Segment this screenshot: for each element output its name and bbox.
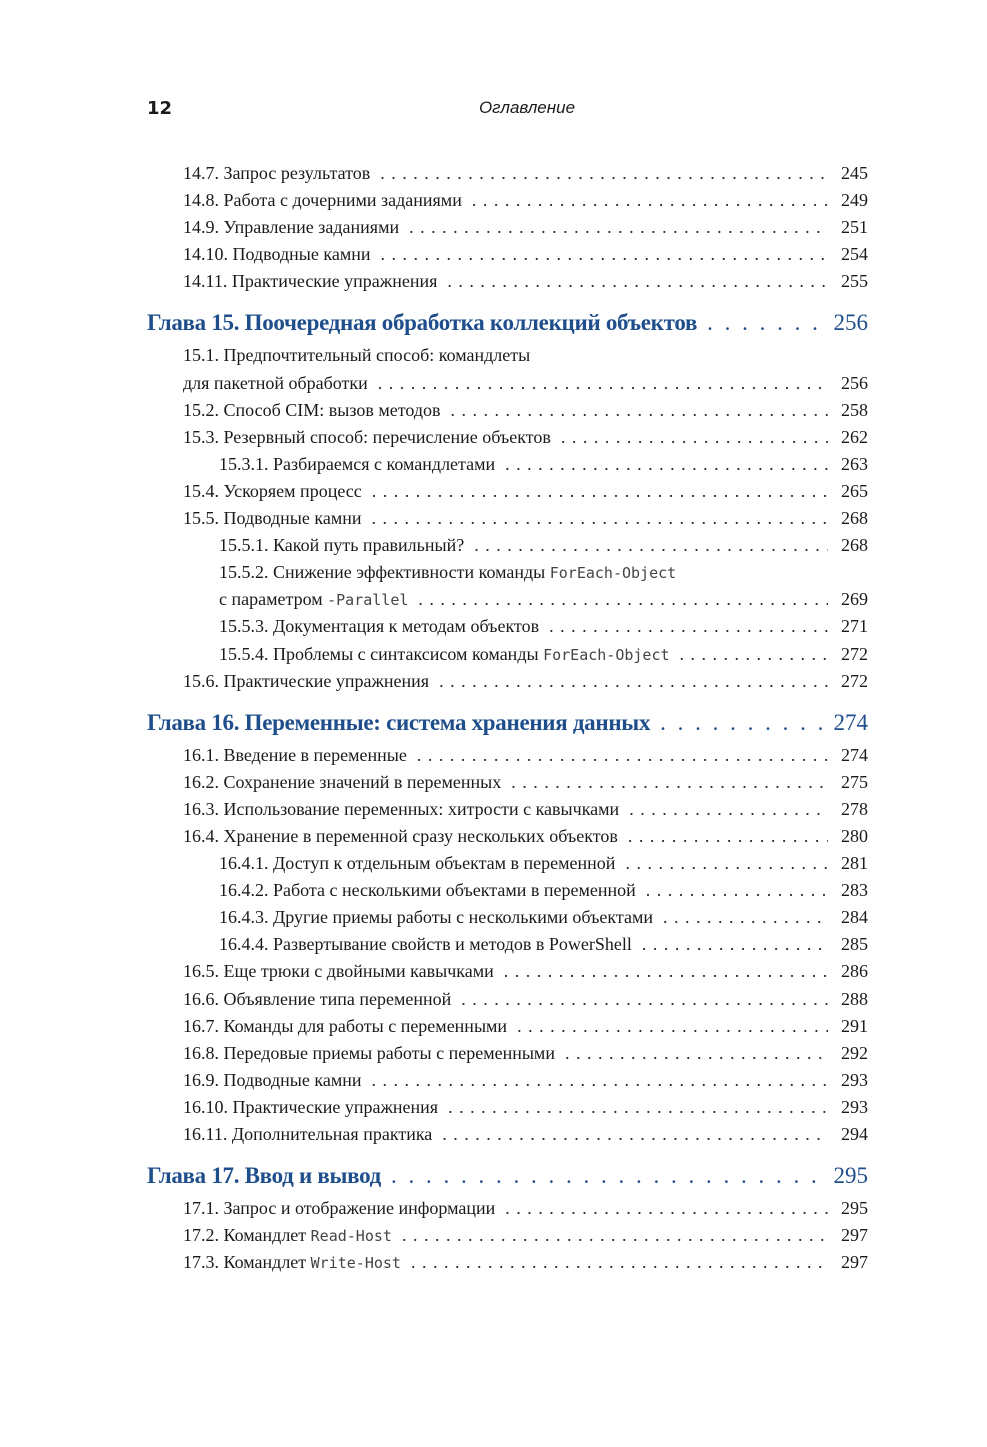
chapter-page: 295 <box>833 1163 868 1189</box>
toc-entry[interactable] <box>147 1249 868 1276</box>
toc-entry-text: 15.5.4. Проблемы с синтаксисом команды <box>219 643 544 664</box>
toc-entry-wrapped-second-line[interactable] <box>147 370 868 397</box>
leader-dots <box>474 532 828 559</box>
toc-subentry[interactable] <box>147 877 868 904</box>
toc-entry[interactable] <box>147 397 868 424</box>
leader-dots <box>505 1195 828 1222</box>
leader-dots <box>549 613 828 640</box>
chapter-heading-17[interactable] <box>147 1157 868 1195</box>
leader-dots <box>372 1067 829 1094</box>
toc-entry-page: 280 <box>841 825 868 846</box>
toc-entry[interactable] <box>147 1040 868 1067</box>
chapter-16-entries <box>147 742 868 1148</box>
toc-entry[interactable] <box>147 958 868 985</box>
toc-entry-page: 283 <box>841 880 868 901</box>
toc-entry-text: 17.3. Командлет <box>183 1252 311 1273</box>
chapter-title: Глава 15. Поочередная обработка коллекций объектов <box>147 310 698 336</box>
toc-entry[interactable] <box>147 1013 868 1040</box>
toc-entry-title: 15.5.3. Документация к методам объектов <box>219 616 540 637</box>
leader-dots <box>646 877 828 904</box>
toc-entry-title: 16.4.2. Работа с несколькими объектами в переменной <box>219 880 636 901</box>
toc-entry[interactable] <box>147 187 868 214</box>
leader-dots <box>680 641 828 668</box>
leader-dots <box>472 187 828 214</box>
toc-entry-title <box>219 641 680 669</box>
toc-entry-title: 14.9. Управление заданиями <box>183 217 400 238</box>
leader-dots <box>565 1040 828 1067</box>
leader-dots <box>642 931 828 958</box>
toc-entry[interactable] <box>147 214 868 241</box>
toc-entry-page: 285 <box>841 934 868 955</box>
toc-entry-title: для пакетной обработки <box>183 372 368 393</box>
leader-dots <box>663 904 828 931</box>
leader-dots <box>447 268 828 295</box>
toc-entry-wrapped-first-line[interactable] <box>147 342 868 369</box>
toc-entry-title: 14.10. Подводные камни <box>183 244 371 265</box>
toc-entry-title: 16.5. Еще трюки с двойными кавычками <box>183 961 494 982</box>
leader-dots <box>450 397 828 424</box>
leader-dots <box>409 214 828 241</box>
page-header <box>147 98 867 124</box>
toc-entry-page: 275 <box>841 771 868 792</box>
toc-subentry-wrapped-second-line[interactable] <box>147 586 868 613</box>
toc-subentry-wrapped-first-line[interactable] <box>147 559 868 586</box>
toc-subentry[interactable] <box>147 641 868 668</box>
code-text: ForEach-Object <box>549 564 677 583</box>
toc-entry-title: 16.4.4. Развертывание свойств и методов в PowerShell <box>219 934 632 955</box>
toc-entry-page: 263 <box>841 453 868 474</box>
toc-entry-title: 16.7. Команды для работы с переменными <box>183 1015 508 1036</box>
leader-dots <box>561 424 828 451</box>
toc-entry[interactable] <box>147 986 868 1013</box>
toc-entry-text: 15.5.2. Снижение эффективности команды <box>219 562 550 583</box>
toc-entry-page: 256 <box>841 372 868 393</box>
toc-subentry[interactable] <box>147 451 868 478</box>
toc-entry-title: 16.10. Практические упражнения <box>183 1096 439 1117</box>
leader-dots <box>380 160 828 187</box>
toc-entry-title <box>183 1249 411 1277</box>
toc-entry[interactable] <box>147 241 868 268</box>
chapter-title: Глава 16. Переменные: система хранения данных <box>147 709 651 735</box>
chapter-heading-16[interactable] <box>147 704 868 742</box>
leader-dots <box>372 478 828 505</box>
toc-subentry[interactable] <box>147 931 868 958</box>
toc-entry-title: 15.4. Ускоряем процесс <box>183 480 362 501</box>
toc-entry-title: 15.5. Подводные камни <box>183 508 362 529</box>
toc-entry-page: 291 <box>841 1015 868 1036</box>
toc-entry-title: 14.11. Практические упражнения <box>183 271 438 292</box>
toc-entry-title: 16.6. Объявление типа переменной <box>183 988 452 1009</box>
toc-entry[interactable] <box>147 424 868 451</box>
toc-entry-page: 286 <box>841 961 868 982</box>
toc-entry-text: с параметром <box>219 589 328 610</box>
toc-entry-page: 295 <box>841 1198 868 1219</box>
toc-subentry[interactable] <box>147 850 868 877</box>
toc-entry[interactable] <box>147 268 868 295</box>
toc-entry-page: 293 <box>841 1096 868 1117</box>
leader-dots <box>461 986 828 1013</box>
leader-dots <box>417 742 828 769</box>
leader-dots <box>439 668 828 695</box>
code-text: -Parallel <box>327 591 409 610</box>
toc-entry-page: 262 <box>841 426 868 447</box>
toc-entry-page: 255 <box>841 271 868 292</box>
leader-dots <box>418 586 828 613</box>
toc-entry-page: 245 <box>841 163 868 183</box>
leader-dots <box>517 1013 828 1040</box>
toc-entry[interactable] <box>147 1094 868 1121</box>
toc-entry-page: 268 <box>841 535 868 556</box>
toc-entry[interactable] <box>147 796 868 823</box>
toc-entry-title: 15.6. Практические упражнения <box>183 670 430 691</box>
toc-entry-page: 278 <box>841 798 868 819</box>
page-number: 12 <box>147 98 173 119</box>
toc-entry-page: 288 <box>841 988 868 1009</box>
toc-entry-page: 251 <box>841 217 868 238</box>
toc-entry-title: 16.3. Использование переменных: хитрости с кавычками <box>183 798 620 819</box>
toc-entry-page: 297 <box>841 1225 868 1246</box>
toc-entry-title: 15.3. Резервный способ: перечисление объектов <box>183 426 551 447</box>
toc-entry-title: 15.2. Способ CIM: вызов методов <box>183 399 441 420</box>
leader-dots <box>448 1094 828 1121</box>
toc-entry-title: 16.11. Дополнительная практика <box>183 1124 433 1144</box>
toc-entry[interactable] <box>147 1121 868 1148</box>
toc-entry-page: 292 <box>841 1042 868 1063</box>
code-text: Write-Host <box>310 1254 401 1273</box>
toc-entry-page: 274 <box>841 744 868 765</box>
leader-dots <box>391 1157 824 1195</box>
leader-dots <box>411 1249 828 1276</box>
toc-entry-page: 272 <box>841 670 868 691</box>
toc-entry[interactable] <box>147 1067 868 1094</box>
toc-entry-page: 258 <box>841 399 868 420</box>
toc-entry-page: 272 <box>841 643 868 664</box>
code-text: ForEach-Object <box>543 645 670 664</box>
toc-entry-title: 16.2. Сохранение значений в переменных <box>183 771 502 792</box>
leader-dots <box>442 1121 828 1148</box>
toc-entry-title <box>219 586 418 614</box>
toc-subentry[interactable] <box>147 904 868 931</box>
toc-entry[interactable] <box>147 769 868 796</box>
toc-entry-page: 293 <box>841 1069 868 1090</box>
toc-entry-page: 269 <box>841 589 868 610</box>
toc-entry-title: 16.4.1. Доступ к отдельным объектам в переменной <box>219 853 616 874</box>
leader-dots <box>381 241 829 268</box>
toc-entry-page: 265 <box>841 480 868 501</box>
table-of-contents <box>147 160 868 1276</box>
toc-entry-title: 16.1. Введение в переменные <box>183 744 407 765</box>
running-title: Оглавление <box>478 98 576 117</box>
chapter-page: 256 <box>833 310 868 336</box>
toc-entry-title: 15.1. Предпочтительный способ: командлеты <box>183 345 531 366</box>
chapter-page: 274 <box>833 709 868 735</box>
toc-entry[interactable] <box>147 478 868 505</box>
toc-entry[interactable] <box>147 823 868 850</box>
leader-dots <box>511 769 828 796</box>
toc-entry-title: 15.5.1. Какой путь правильный? <box>219 535 465 556</box>
toc-entry-title: 14.7. Запрос результатов <box>183 163 371 183</box>
toc-entry-text: 17.2. Командлет <box>183 1225 311 1246</box>
leader-dots <box>372 505 829 532</box>
toc-entry[interactable] <box>147 160 868 187</box>
toc-subentry[interactable] <box>147 532 868 559</box>
leader-dots <box>504 958 828 985</box>
toc-entry-page: 268 <box>841 508 868 529</box>
chapter-heading-15[interactable] <box>147 304 868 342</box>
toc-entry-page: 281 <box>841 853 868 874</box>
leader-dots <box>505 451 828 478</box>
toc-entry-title <box>183 1222 402 1250</box>
toc-entry[interactable] <box>147 742 868 769</box>
toc-entry-page: 297 <box>841 1252 868 1273</box>
toc-entry-title: 16.9. Подводные камни <box>183 1069 362 1090</box>
toc-entry-page: 249 <box>841 190 868 211</box>
leader-dots <box>625 850 828 877</box>
toc-entry-title: 16.4.3. Другие приемы работы с несколькими объектами <box>219 907 654 928</box>
toc-entry-page: 294 <box>841 1124 868 1144</box>
leader-dots <box>629 796 828 823</box>
leader-dots <box>402 1222 828 1249</box>
toc-entry-title: 14.8. Работа с дочерними заданиями <box>183 190 462 211</box>
toc-entry-page: 284 <box>841 907 868 928</box>
toc-entry[interactable] <box>147 1195 868 1222</box>
toc-entry-page: 254 <box>841 244 868 265</box>
toc-entry-title: 15.3.1. Разбираемся с командлетами <box>219 453 496 474</box>
toc-entry[interactable] <box>147 668 868 695</box>
toc-entry[interactable] <box>147 1222 868 1249</box>
leader-dots <box>707 304 823 342</box>
toc-entry-title: 17.1. Запрос и отображение информации <box>183 1198 496 1219</box>
toc-entry[interactable] <box>147 505 868 532</box>
toc-entry-title: 16.8. Передовые приемы работы с переменными <box>183 1042 555 1063</box>
toc-entry-title <box>219 559 676 587</box>
leader-dots <box>628 823 828 850</box>
code-text: Read-Host <box>310 1227 392 1246</box>
chapter-title: Глава 17. Ввод и вывод <box>147 1163 381 1189</box>
toc-entry-page: 271 <box>841 616 868 637</box>
toc-subentry[interactable] <box>147 613 868 640</box>
leader-dots <box>378 370 828 397</box>
leader-dots <box>660 704 823 742</box>
toc-entry-title: 16.4. Хранение в переменной сразу нескольких объектов <box>183 825 618 846</box>
